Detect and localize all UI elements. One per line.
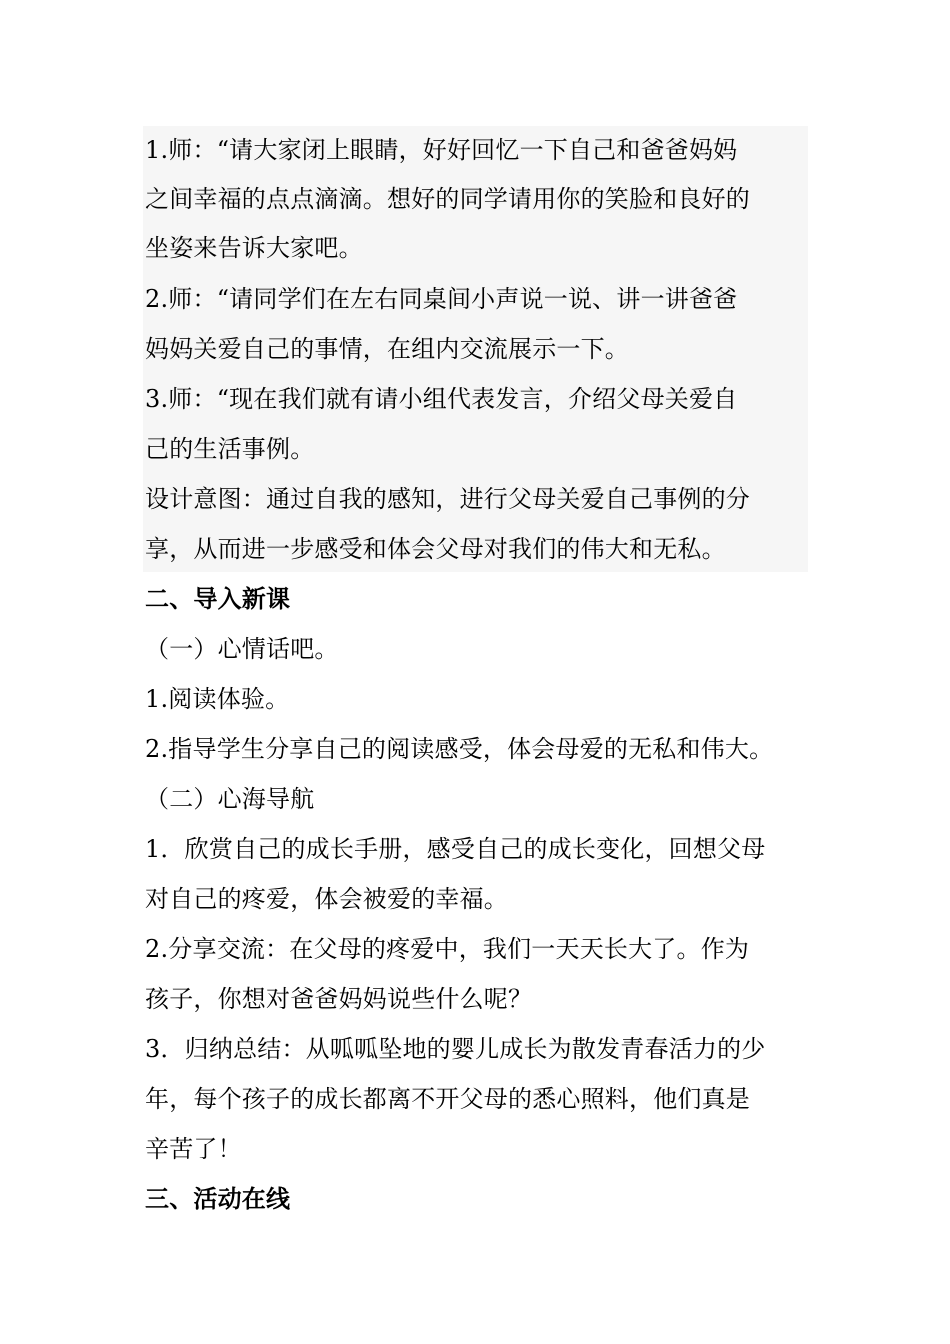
text-line: （一）心情话吧。: [145, 635, 339, 663]
text-line: 坐姿来告诉大家吧。: [145, 234, 363, 262]
section-heading: 三、活动在线: [145, 1184, 291, 1213]
text-line: 年，每个孩子的成长都离不开父母的悉心照料，他们真是: [145, 1085, 750, 1113]
text-line: 1.师：“请大家闭上眼睛，好好回忆一下自己和爸爸妈妈: [145, 136, 738, 164]
text-line: （二）心海导航: [145, 785, 315, 813]
text-line: 设计意图：通过自我的感知，进行父母关爱自己事例的分: [145, 485, 750, 513]
text-line: 享，从而进一步感受和体会父母对我们的伟大和无私。: [145, 535, 726, 563]
text-line: 之间幸福的点点滴滴。想好的同学请用你的笑脸和良好的: [145, 185, 750, 213]
text-line: 2.指导学生分享自己的阅读感受，体会母爱的无私和伟大。: [145, 735, 774, 763]
text-line: 1．欣赏自己的成长手册，感受自己的成长变化，回想父母: [145, 835, 766, 863]
text-line: 2.分享交流：在父母的疼爱中，我们一天天长大了。作为: [145, 935, 750, 963]
text-line: 3．归纳总结：从呱呱坠地的婴儿成长为散发青春活力的少: [145, 1035, 766, 1063]
text-line: 辛苦了！: [145, 1135, 242, 1163]
text-line: 对自己的疼爱，体会被爱的幸福。: [145, 885, 508, 913]
text-line: 己的生活事例。: [145, 435, 315, 463]
text-line: 3.师：“现在我们就有请小组代表发言，介绍父母关爱自: [145, 385, 738, 413]
text-line: 1.阅读体验。: [145, 685, 290, 713]
text-line: 孩子，你想对爸爸妈妈说些什么呢？: [145, 985, 533, 1013]
text-line: 2.师：“请同学们在左右同桌间小声说一说、讲一讲爸爸: [145, 285, 738, 313]
text-line: 妈妈关爱自己的事情，在组内交流展示一下。: [145, 335, 629, 363]
section-heading: 二、导入新课: [145, 584, 291, 613]
